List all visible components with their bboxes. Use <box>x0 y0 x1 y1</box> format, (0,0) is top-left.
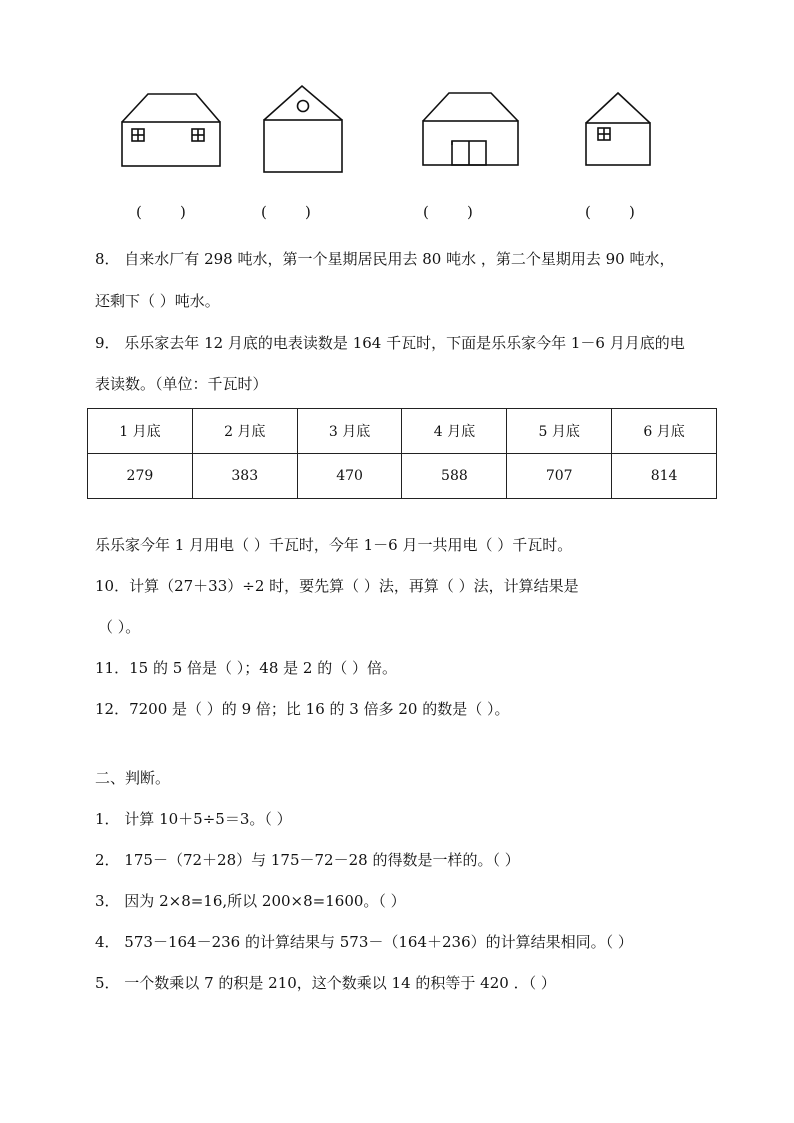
house-answer-1[interactable]: ( ) <box>136 203 186 221</box>
table-header-cell: 1 月底 <box>88 409 193 454</box>
house-figure-1 <box>120 92 222 168</box>
house-answer-2[interactable]: ( ) <box>261 203 311 221</box>
table-cell: 588 <box>402 454 507 499</box>
question-10-line-2: （ ）。 <box>98 618 141 636</box>
judge-item-1: 1． 计算 10＋5÷5＝3。（ ） <box>95 810 292 828</box>
table-cell: 707 <box>507 454 612 499</box>
question-12: 12．7200 是（ ）的 9 倍；比 16 的 3 倍多 20 的数是（ ）。 <box>95 700 510 718</box>
table-header-cell: 3 月底 <box>297 409 402 454</box>
question-10-line-1: 10．计算（27＋33）÷2 时，要先算（ ）法，再算（ ）法，计算结果是 <box>95 577 579 595</box>
round-window-icon <box>298 101 309 112</box>
table-header-cell: 4 月底 <box>402 409 507 454</box>
table-row <box>88 454 717 499</box>
question-9-line-2: 表读数。（单位：千瓦时） <box>95 375 268 393</box>
table-cell: 814 <box>612 454 717 499</box>
table-cell: 279 <box>88 454 193 499</box>
question-8-line-1: 8． 自来水厂有 298 吨水，第一个星期居民用去 80 吨水 ，第二个星期用去 90 吨水， <box>95 250 675 268</box>
meter-reading-table <box>87 408 717 499</box>
house-answer-3[interactable]: ( ) <box>423 203 473 221</box>
judge-item-4: 4． 573－164－236 的计算结果与 573－（164＋236）的计算结果相同。（ ） <box>95 933 633 951</box>
house-figure-3 <box>421 91 520 169</box>
section-heading-judge: 二、判断。 <box>95 769 171 787</box>
table-header-row <box>88 409 717 454</box>
judge-item-2: 2． 175－（72＋28）与 175－72－28 的得数是一样的。（ ） <box>95 851 520 869</box>
judge-item-5: 5． 一个数乘以 7 的积是 210，这个数乘以 14 的积等于 420 ．（ ） <box>95 974 556 992</box>
question-9-line-1: 9． 乐乐家去年 12 月底的电表读数是 164 千瓦时，下面是乐乐家今年 1－6 月月底的电 <box>95 334 685 352</box>
table-cell: 383 <box>192 454 297 499</box>
table-header-cell: 6 月底 <box>612 409 717 454</box>
question-9-answer-line: 乐乐家今年 1 月用电（ ）千瓦时，今年 1－6 月一共用电（ ）千瓦时。 <box>95 536 573 554</box>
question-8-line-2: 还剩下（ ）吨水。 <box>95 292 220 310</box>
table-header-cell: 2 月底 <box>192 409 297 454</box>
table-header-cell: 5 月底 <box>507 409 612 454</box>
question-11: 11．15 的 5 倍是（ ）；48 是 2 的（ ）倍。 <box>95 659 397 677</box>
judge-item-3: 3． 因为 2×8=16,所以 200×8=1600。（ ） <box>95 892 406 910</box>
house-figure-2 <box>262 84 344 174</box>
table-cell: 470 <box>297 454 402 499</box>
house-figure-4 <box>584 91 654 167</box>
house-answer-4[interactable]: ( ) <box>585 203 635 221</box>
